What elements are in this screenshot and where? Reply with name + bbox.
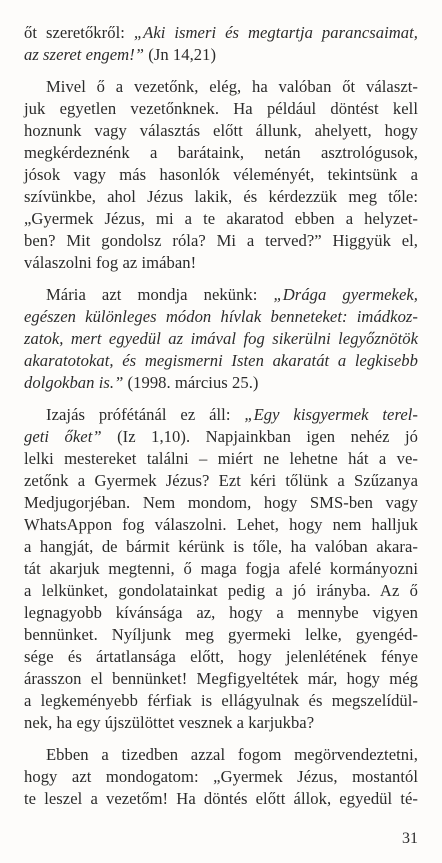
text-segment: őt szeretőkről:: [24, 23, 134, 42]
text-line: [24, 514, 418, 536]
text-line: [24, 120, 418, 142]
italic-quote-segment: akaratotokat, és megismerni Isten akaratát a legkisebb: [24, 351, 418, 370]
text-line: [24, 404, 418, 426]
text-segment: szívünkbe, ahol Jézus lakik, és kérdezzük meg tőle:: [24, 187, 418, 206]
text-segment: jósok vagy más hasonlók véleményét, tekintsünk a: [24, 165, 418, 184]
text-line: [24, 328, 418, 350]
text-segment: hogy azt mondogatom: „Gyermek Jézus, mostantól: [24, 767, 418, 786]
text-segment: a hangját, de bármit kérünk is tőle, ha valóban akara-: [24, 537, 418, 556]
paragraph: [24, 744, 418, 810]
text-segment: (Iz 1,10). Napjainkban igen nehéz jó: [101, 427, 418, 446]
text-segment: bennünket. Nyíljunk meg gyermeki lelke, gyengéd-: [24, 625, 418, 644]
text-line: [24, 492, 418, 514]
text-segment: Mária azt mondja nekünk:: [46, 285, 274, 304]
text-line: [24, 426, 418, 448]
paragraph-gap: [24, 66, 418, 76]
text-segment: te leszel a vezetőm! Ha döntés előtt állok, egyedül té-: [24, 789, 418, 808]
italic-quote-segment: az szeret engem!”: [24, 45, 145, 64]
text-segment: Mivel ő a vezetőnk, elég, ha valóban őt választ-: [46, 77, 418, 96]
text-segment: ben? Mit gondolsz róla? Mi a terved?” Higgyük el,: [24, 231, 418, 250]
text-line: [24, 142, 418, 164]
text-segment: a lelkünket, gondolatainkat pedig a jó irányba. Az ő: [24, 581, 418, 600]
page-number: 31: [402, 830, 418, 847]
text-segment: (Jn 14,21): [144, 45, 217, 64]
text-segment: sége és ártatlansága előtt, hogy jelenlétének fénye: [24, 647, 418, 666]
text-line: [24, 208, 418, 230]
text-line: [24, 788, 418, 810]
paragraph-gap: [24, 394, 418, 404]
text-line: [24, 164, 418, 186]
paragraph: [24, 76, 418, 274]
text-segment: legnagyobb kívánsága az, hogy a mennybe vigyen: [24, 603, 418, 622]
text-segment: a legkeményebb férfiak is ellágyulnak és megszelídül-: [24, 691, 418, 710]
text-segment: árasszon el bennünket! Megfigyeltétek már, hogy még: [24, 669, 418, 688]
text-line: [24, 690, 418, 712]
text-segment: megkérdeznénk a barátaink, netán asztrológusok,: [24, 143, 418, 162]
paragraph: [24, 284, 418, 394]
italic-quote-segment: dolgokban is.”: [24, 373, 124, 392]
text-line: [24, 230, 418, 252]
text-segment: nek, ha egy újszülöttet vesznek a karjukba?: [24, 713, 315, 732]
text-segment: zetőnk a Gyermek Jézus? Ezt kéri tőlünk a Szűzanya: [24, 471, 418, 490]
italic-quote-segment: „Aki ismeri és megtartja parancsaimat,: [133, 23, 418, 42]
italic-quote-segment: „Drága gyermekek,: [273, 285, 418, 304]
text-line: [24, 744, 418, 766]
text-line: [24, 448, 418, 470]
text-line: [24, 536, 418, 558]
text-line: [24, 44, 418, 66]
text-line: [24, 252, 418, 274]
text-segment: Ebben a tizedben azzal fogom megörvendeztetni,: [46, 745, 418, 764]
text-segment: juk egyetlen vezetőnknek. Ha például döntést kell: [24, 99, 418, 118]
text-line: [24, 186, 418, 208]
text-segment: tát akarjuk megtenni, ő maga fogja afelé kormányozni: [24, 559, 418, 578]
text-line: [24, 602, 418, 624]
text-segment: Izajás prófétánál ez áll:: [46, 405, 245, 424]
italic-quote-segment: geti őket”: [24, 427, 102, 446]
text-line: [24, 372, 418, 394]
text-segment: lelki mestereket találni – miért ne lehetne hát a ve-: [24, 449, 418, 468]
text-segment: „Gyermek Jézus, mi a te akaratod ebben a helyzet-: [24, 209, 418, 228]
text-line: [24, 306, 418, 328]
text-line: [24, 76, 418, 98]
text-line: [24, 350, 418, 372]
text-line: [24, 284, 418, 306]
text-line: [24, 558, 418, 580]
text-line: [24, 624, 418, 646]
text-line: [24, 646, 418, 668]
text-segment: hoznunk vagy választás előtt állunk, ahelyett, hogy: [24, 121, 418, 140]
text-line: [24, 766, 418, 788]
text-segment: válaszolni fog az imában!: [24, 253, 197, 272]
paragraph: [24, 22, 418, 66]
text-segment: Medjugorjéban. Nem mondom, hogy SMS-ben vagy: [24, 493, 418, 512]
text-line: [24, 668, 418, 690]
text-segment: (1998. március 25.): [123, 373, 259, 392]
italic-quote-segment: „Egy kisgyermek terel-: [244, 405, 418, 424]
italic-quote-segment: zatok, mert egyedül az imával fog sikerülni legyőznötök: [24, 329, 418, 348]
text-line: [24, 98, 418, 120]
paragraph: [24, 404, 418, 734]
paragraph-gap: [24, 274, 418, 284]
text-line: [24, 712, 418, 734]
page-body: [24, 22, 418, 810]
paragraph-gap: [24, 734, 418, 744]
italic-quote-segment: egészen különleges módon hívlak benneteket: imádkoz-: [24, 307, 418, 326]
text-line: [24, 22, 418, 44]
text-line: [24, 470, 418, 492]
text-segment: WhatsAppon fog válaszolni. Lehet, hogy nem halljuk: [24, 515, 418, 534]
text-line: [24, 580, 418, 602]
